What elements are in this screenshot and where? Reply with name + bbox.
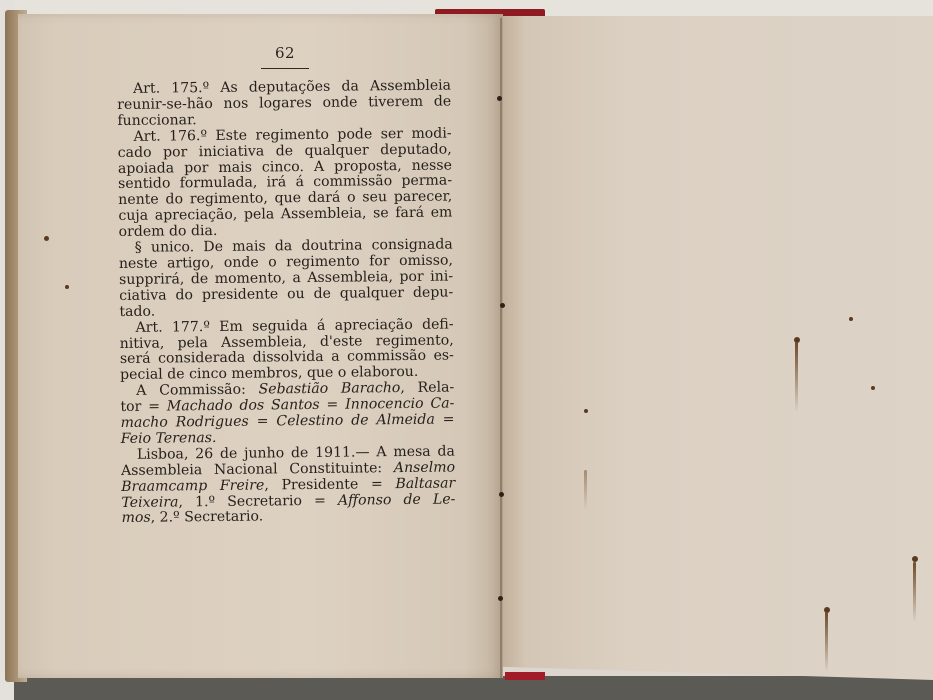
lisboa-signature-block xyxy=(121,444,456,527)
stitch-hole xyxy=(500,303,505,308)
text-line: nitiva, pela Assembleia, d'este regimento, xyxy=(119,331,454,352)
signatory-name: Braamcamp Freire xyxy=(121,477,265,495)
foxing-spot xyxy=(871,386,875,390)
foxing-spot xyxy=(65,285,69,289)
text-line: cado por iniciativa de qualquer deputado, xyxy=(117,141,452,161)
signatory-name: mos xyxy=(121,510,151,527)
article-177 xyxy=(119,317,454,384)
stitch-hole xyxy=(498,596,503,601)
text-line: Art. 177.º Em seguida á apreciação defi- xyxy=(135,316,454,336)
signatory-name: Innocencio Ca- xyxy=(345,395,455,413)
stitch-hole xyxy=(497,96,502,101)
text-line: Art. 175.º As deputações da Assembleia xyxy=(132,77,452,97)
text-line: macho Rodrigues = Celestino de Almeida = xyxy=(120,411,455,432)
text-line: reunir-se-hão nos logares onde tiverem de xyxy=(117,93,452,113)
signatory-name: Teixeira xyxy=(121,493,179,511)
signatory-name: Sebastião Baracho xyxy=(258,380,401,398)
text-line: supprirá, de momento, a Assembleia, por ini- xyxy=(118,268,454,288)
text-line: apoiada por mais cinco. A proposta, nesse xyxy=(117,157,452,177)
role: , Rela- xyxy=(400,379,455,397)
text-line: será considerada dissolvida a commissão es- xyxy=(119,347,454,368)
role: , Presidente = xyxy=(264,475,396,494)
page-text xyxy=(117,79,456,528)
text-line: tado. xyxy=(119,303,156,320)
signatory-name: Anselmo xyxy=(393,459,456,476)
article-176 xyxy=(117,126,452,241)
label: A Commissão: xyxy=(136,381,259,400)
foxing-streak xyxy=(913,562,916,622)
role: , 1.º Secretario = xyxy=(178,492,339,510)
foxing-spot xyxy=(849,317,853,321)
book-gutter xyxy=(500,18,502,678)
text-line: funccionar. xyxy=(117,111,197,129)
text-line: ciativa do presidente ou de qualquer depu- xyxy=(119,284,454,304)
separator: = xyxy=(319,396,346,414)
text-line: ordem do dia. xyxy=(118,223,218,241)
text-line: nente do regimento, que dará o seu parecer, xyxy=(118,188,453,209)
text-line: pecial de cinco membros, que o elaborou. xyxy=(119,364,419,384)
article-175 xyxy=(117,79,451,130)
commission-signatures xyxy=(120,381,455,448)
headband-ribbon-bottom xyxy=(505,672,545,680)
signatory-name: Machado dos Santos xyxy=(166,397,320,415)
stitch-hole xyxy=(499,492,504,497)
foxing-spot xyxy=(44,236,49,241)
foxing-streak xyxy=(584,470,587,510)
text-line: neste artigo, onde o regimento for omisso, xyxy=(118,252,453,272)
signatory-name: Baltasar xyxy=(395,475,456,492)
role: , 2.º Secretario. xyxy=(150,508,264,527)
text: Assembleia Nacional Constituinte: xyxy=(120,459,394,479)
text-line: sentido formulada, irá á commissão perma- xyxy=(117,172,453,193)
foxing-streak xyxy=(795,342,798,412)
foxing-streak xyxy=(825,612,828,672)
right-page-blank xyxy=(500,16,933,680)
text-line: Art. 176.º Este regimento pode ser modi- xyxy=(133,125,452,145)
role: tor = xyxy=(120,398,167,416)
text-line: Lisboa, 26 de junho de 1911.— A mesa da xyxy=(136,443,455,463)
text-line: Feio Terenas. xyxy=(120,429,217,447)
foxing-spot xyxy=(584,409,588,413)
text-line: cuja apreciação, pela Assembleia, se fará em xyxy=(118,204,453,225)
background-table xyxy=(0,676,933,700)
paragraph-unico xyxy=(119,238,454,321)
text-line: § unico. De mais da doutrina consignada xyxy=(134,236,453,256)
page-number: 62 xyxy=(274,44,296,62)
signatory-name: Affonso de Le- xyxy=(337,491,456,509)
page-number-rule xyxy=(261,68,309,69)
